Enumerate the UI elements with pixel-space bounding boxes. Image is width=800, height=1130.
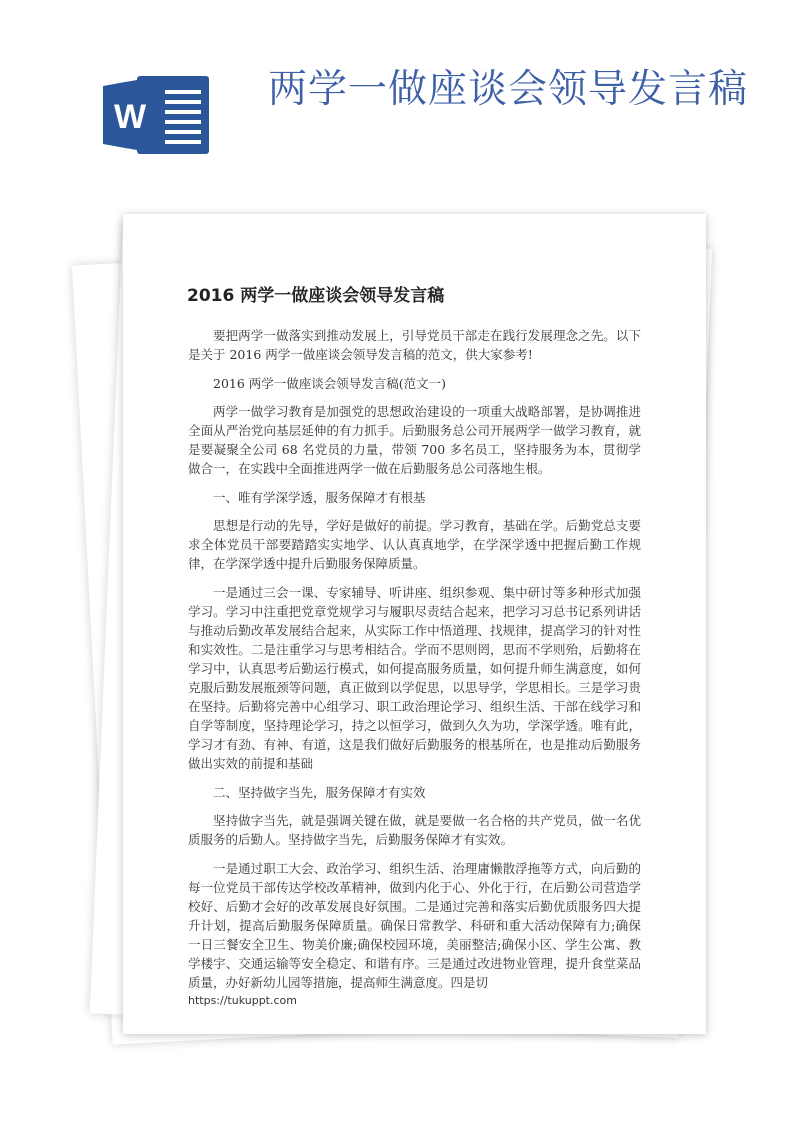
intro-paragraph: 要把两学一做落实到推动发展上，引导党员干部走在践行发展理念之先。以下是关于 2016 两学一做座谈会领导发言稿的范文，供大家参考! bbox=[188, 328, 641, 362]
document-body bbox=[188, 326, 641, 1002]
body-paragraph: 坚持做字当先，就是强调关键在做，就是要做一名合格的共产党员，做一名优质服务的后勤人。坚持做字当先，后勤服务保障才有实效。 bbox=[188, 813, 641, 847]
subtitle-line: 2016 两学一做座谈会领导发言稿(范文一) bbox=[213, 376, 447, 391]
body-paragraph: 一是通过三会一课、专家辅导、听讲座、组织参观、集中研讨等多种形式加强学习。学习中注重把党章党规学习与履职尽责结合起来，把学习习总书记系列讲话与推动后勤改革发展结合起来，从实际工作中悟道理、找规律，提高学习的针对性和实效性。二是注重学习与思考相结合。学而不思则罔，思而不学则殆，后勤将在学习中，认真思考后勤运行模式，如何提高服务质量，如何提升师生满意度，如何克服后勤发展瓶颈等问题，真正做到以学促思，以思导学，学思相长。三是学习贵在坚持。后勤将完善中心组学习、职工政治理论学习、组织生活、干部在线学习和自学等制度，坚持理论学习，持之以恒学习，做到久久为功，学深学透。唯有此，学习才有劲、有神、有道，这是我们做好后勤服务的根基所在，也是推动后勤服务做出实效的前提和基础 bbox=[188, 585, 641, 771]
document-heading: 2016 两学一做座谈会领导发言稿 bbox=[187, 286, 445, 306]
word-document-icon bbox=[103, 72, 213, 158]
body-paragraph: 思想是行动的先导，学好是做好的前提。学习教育，基础在学。后勤党总支要求全体党员干部要踏踏实实地学、认认真真地学，在学深学透中把握后勤工作规律，在学深学透中提升后勤服务保障质量。 bbox=[188, 518, 641, 571]
body-paragraph: 两学一做学习教育是加强党的思想政治建设的一项重大战略部署，是协调推进全面从严治党向基层延伸的有力抓手。后勤服务总公司开展两学一做学习教育，就是要凝聚全公司 68 名党员的力量，带领 700 多名员工，坚持服务为本，贯彻学做合一，在实践中全面推进两学一做在后勤服务总公司落地生根。 bbox=[188, 404, 641, 476]
page-title: 两学一做座谈会领导发言稿 bbox=[268, 67, 749, 112]
section-heading: 二、坚持做字当先，服务保障才有实效 bbox=[213, 785, 426, 800]
footer-url: https://tukuppt.com bbox=[188, 994, 297, 1007]
section-heading: 一、唯有学深学透，服务保障才有根基 bbox=[213, 490, 426, 505]
body-paragraph: 一是通过职工大会、政治学习、组织生活、治理庸懒散浮拖等方式，向后勤的每一位党员干部传达学校改革精神，做到内化于心、外化于行，在后勤公司营造学校好、后勤才会好的改革发展良好氛围。二是通过完善和落实后勤优质服务四大提升计划，提高后勤服务保障质量。确保日常教学、科研和重大活动保障有力;确保一日三餐安全卫生、物美价廉;确保校园环境，美丽整洁;确保小区、学生公寓、教学楼宇、交通运输等安全稳定、和谐有序。三是通过改进物业管理，提升食堂菜品质量，办好新幼儿园等措施，提高师生满意度。四是切 bbox=[188, 861, 641, 990]
svg-text:W: W bbox=[113, 98, 147, 136]
